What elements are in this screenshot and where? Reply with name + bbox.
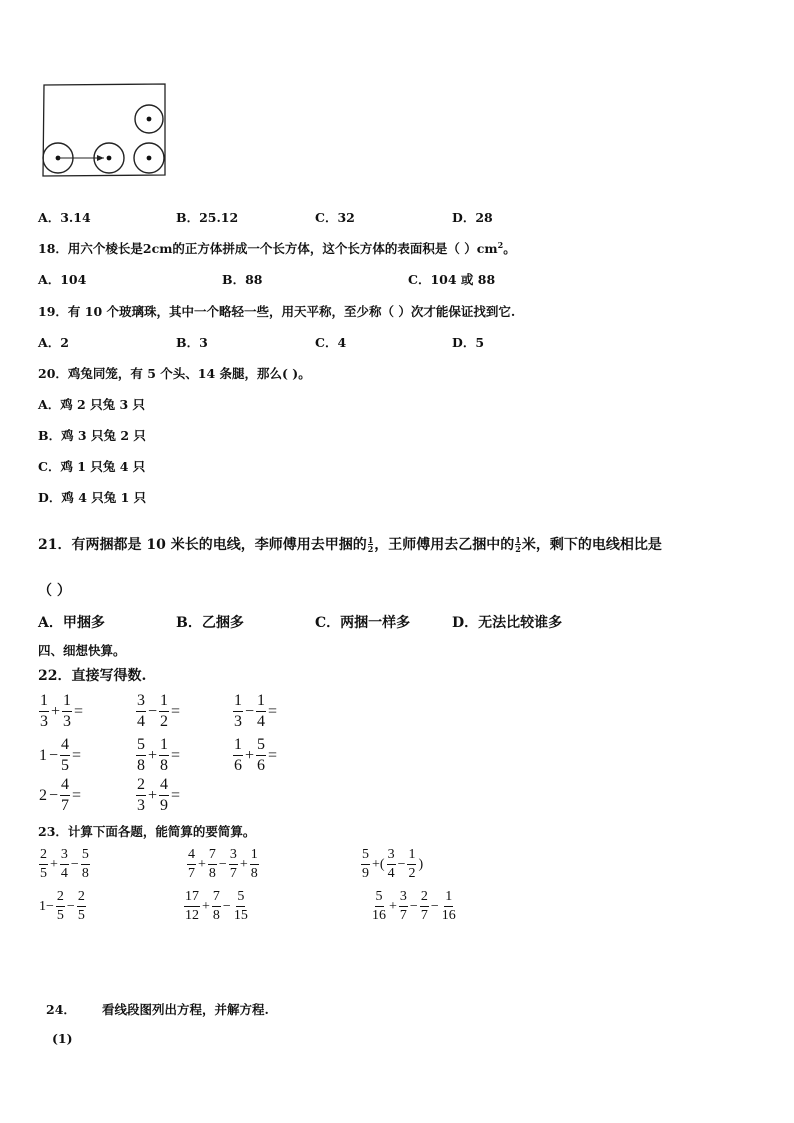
numerator: 5 (256, 737, 266, 756)
fraction (60, 737, 70, 774)
q18-text: 18．用六个棱长是2cm的正方体拼成一个长方体，这个长方体的表面积是（ ）cm (38, 241, 498, 256)
operator: 2 (39, 786, 47, 804)
numerator: 5 (136, 737, 146, 756)
operator: = (72, 786, 82, 804)
q21-fraction-2: $\frac{1}{2}$ (515, 534, 521, 554)
operator: + (239, 856, 248, 872)
fraction (187, 848, 196, 881)
denominator: 7 (61, 797, 70, 814)
fraction (361, 848, 370, 881)
q23-expression (186, 848, 260, 881)
denominator: 4 (137, 713, 145, 730)
denominator: 16 (372, 908, 386, 923)
fraction (233, 890, 249, 923)
denominator: 5 (77, 908, 85, 923)
operator: + (148, 786, 158, 804)
operator: + (245, 746, 255, 764)
fraction (77, 890, 86, 923)
q19-question: 19．有 10 个玻璃珠，其中一个略轻一些，用天平称，至少称（ ）次才能保证找到它. (38, 304, 516, 319)
numerator: 1 (407, 848, 416, 865)
denominator: 8 (81, 866, 89, 881)
q23-expression (183, 890, 250, 923)
fraction (208, 848, 217, 881)
denominator: 8 (250, 866, 258, 881)
denominator: 4 (387, 866, 395, 881)
q17-option-b: B．25.12 (176, 210, 239, 225)
numerator: 2 (136, 777, 146, 796)
operator: − (70, 856, 79, 872)
q24-subpart: (1) (52, 1031, 73, 1046)
operator: = (268, 702, 278, 720)
numerator: 1 (62, 693, 72, 712)
denominator: 7 (420, 908, 428, 923)
denominator: 7 (188, 866, 195, 881)
numerator: 2 (56, 890, 65, 907)
numerator: 1 (444, 890, 453, 907)
q21-option-b: B．乙捆多 (176, 615, 244, 631)
operator: +( (372, 856, 385, 872)
fraction (233, 737, 243, 774)
q19-option-b: B．3 (176, 335, 208, 350)
operator: = (268, 746, 278, 764)
numerator: 7 (212, 890, 221, 907)
denominator: 12 (185, 908, 199, 923)
q21-option-c: C．两捆一样多 (315, 615, 411, 631)
q22-expression (38, 693, 84, 730)
fraction (399, 890, 408, 923)
numerator: 5 (361, 848, 370, 865)
fraction (136, 693, 146, 730)
q17-figure (40, 83, 170, 179)
q18-question (38, 239, 516, 257)
denominator: 3 (40, 713, 48, 730)
q17-option-d: D．28 (452, 210, 493, 225)
fraction (39, 693, 49, 730)
fraction (256, 693, 266, 730)
q18-superscript: 2 (497, 239, 504, 250)
q18-option-a: A．104 (38, 272, 87, 287)
q23-expression (38, 848, 91, 881)
fraction (256, 737, 266, 774)
numerator: 1 (233, 737, 243, 756)
fraction (56, 890, 65, 923)
fraction (159, 737, 169, 774)
numerator: 1 (233, 693, 243, 712)
denominator: 8 (212, 908, 220, 923)
fraction (407, 848, 416, 881)
operator: + (389, 898, 397, 914)
fraction (229, 848, 238, 881)
numerator: 17 (184, 890, 200, 907)
q24-instruction: 看线段图列出方程，并解方程. (102, 1002, 269, 1017)
denominator: 5 (56, 908, 64, 923)
q24-number: 24． (46, 1002, 76, 1017)
operator: − (148, 702, 158, 720)
fraction (420, 890, 429, 923)
numerator: 4 (187, 848, 196, 865)
q22-expression (232, 737, 278, 774)
numerator: 2 (420, 890, 429, 907)
q21-text-3: 米，剩下的电线相比是 (521, 537, 662, 553)
q19-option-a: A．2 (38, 335, 69, 350)
denominator: 9 (362, 866, 369, 881)
q19-option-d: D．5 (452, 335, 485, 350)
operator: − (409, 898, 418, 914)
fraction (39, 848, 48, 881)
fraction (371, 890, 387, 923)
operator: = (74, 702, 84, 720)
numerator: 5 (375, 890, 384, 907)
q17-option-a: A．3.14 (38, 210, 91, 225)
q21-text-2: ，王师傅用去乙捆中的 (374, 537, 515, 553)
q20-option-d: D．鸡 4 只兔 1 只 (38, 490, 147, 505)
q20-option-a: A．鸡 2 只兔 3 只 (38, 397, 146, 412)
q18-text-end: 。 (503, 241, 516, 256)
operator: + (148, 746, 158, 764)
q22-expression (232, 693, 278, 730)
q18-option-b: B．88 (222, 272, 263, 287)
operator: = (171, 746, 181, 764)
section-heading: 四、细想快算。 (38, 643, 126, 658)
q21-blank: （ ） (38, 583, 71, 599)
numerator: 1 (159, 693, 169, 712)
operator: + (198, 856, 206, 872)
numerator: 1 (250, 848, 259, 865)
denominator: 4 (257, 713, 266, 730)
fraction (233, 693, 243, 730)
numerator: 3 (387, 848, 396, 865)
operator: − (49, 746, 59, 764)
denominator: 7 (229, 866, 237, 881)
operator: = (171, 702, 181, 720)
numerator: 4 (60, 777, 70, 796)
numerator: 3 (399, 890, 408, 907)
denominator: 5 (40, 866, 47, 881)
q21-option-a: A．甲捆多 (38, 615, 105, 631)
operator: ) (418, 856, 424, 872)
numerator: 1 (256, 693, 266, 712)
q21-question (38, 534, 662, 554)
numerator: 3 (136, 693, 146, 712)
fraction (212, 890, 221, 923)
q22-expression (38, 737, 82, 774)
numerator: 5 (236, 890, 245, 907)
numerator: 4 (60, 737, 70, 756)
fraction (136, 737, 146, 774)
operator: + (51, 702, 61, 720)
q22-expression (38, 777, 82, 814)
denominator: 16 (441, 908, 456, 923)
fraction (387, 848, 396, 881)
operator: + (202, 898, 210, 914)
arrow-head (97, 155, 104, 161)
denominator: 15 (233, 908, 248, 923)
q20-option-c: C．鸡 1 只兔 4 只 (38, 459, 146, 474)
q20-option-b: B．鸡 3 只兔 2 只 (38, 428, 146, 443)
denominator: 7 (399, 908, 407, 923)
operator: + (50, 856, 58, 872)
numerator: 5 (81, 848, 90, 865)
operator: − (66, 898, 75, 914)
operator: = (72, 746, 82, 764)
operator: − (397, 856, 406, 872)
operator: = (171, 786, 181, 804)
fraction (184, 890, 200, 923)
numerator: 1 (159, 737, 169, 756)
operator: − (49, 786, 59, 804)
operator: − (218, 856, 227, 872)
denominator: 2 (408, 866, 416, 881)
numerator: 4 (159, 777, 169, 796)
q21-fraction-1: $\frac{1}{2}$ (367, 534, 374, 554)
denominator: 8 (160, 757, 169, 774)
q23-title: 23．计算下面各题，能简算的要简算。 (38, 824, 256, 839)
fraction (159, 693, 169, 730)
operator: 1− (39, 898, 54, 914)
numerator: 1 (39, 693, 49, 712)
numerator: 2 (39, 848, 48, 865)
q22-expression (135, 693, 181, 730)
denominator: 5 (61, 757, 70, 774)
q17-option-c: C．32 (315, 210, 355, 225)
q18-option-c: C．104 或 88 (408, 272, 496, 287)
q20-question: 20．鸡兔同笼，有 5 个头、14 条腿，那么( )。 (38, 366, 311, 381)
q21-text-1: 21．有两捆都是 10 米长的电线，李师傅用去甲捆的 (38, 537, 367, 553)
denominator: 8 (208, 866, 216, 881)
denominator: 3 (63, 713, 72, 730)
denominator: 9 (160, 797, 169, 814)
fraction (62, 693, 72, 730)
denominator: 6 (234, 757, 242, 774)
fraction (441, 890, 457, 923)
numerator: 3 (60, 848, 69, 865)
denominator: 4 (60, 866, 68, 881)
q21-option-d: D．无法比较谁多 (452, 615, 563, 631)
numerator: 2 (77, 890, 86, 907)
q22-title: 22．直接写得数. (38, 668, 147, 684)
rectangle-outline (43, 84, 165, 176)
operator: − (245, 702, 255, 720)
denominator: 3 (137, 797, 145, 814)
fraction (250, 848, 259, 881)
numerator: 7 (208, 848, 217, 865)
operator: 1 (39, 746, 47, 764)
q23-expression (370, 890, 458, 923)
denominator: 2 (160, 713, 169, 730)
q23-expression (38, 890, 87, 923)
operator: − (222, 898, 231, 914)
fraction (159, 777, 169, 814)
numerator: 3 (229, 848, 238, 865)
q22-expression (135, 737, 181, 774)
operator: − (430, 898, 439, 914)
fraction (60, 848, 69, 881)
fraction (81, 848, 90, 881)
fraction (136, 777, 146, 814)
q23-expression (360, 848, 424, 881)
denominator: 3 (234, 713, 242, 730)
denominator: 6 (257, 757, 266, 774)
fraction (60, 777, 70, 814)
q22-expression (135, 777, 181, 814)
denominator: 8 (137, 757, 145, 774)
q19-option-c: C．4 (315, 335, 347, 350)
